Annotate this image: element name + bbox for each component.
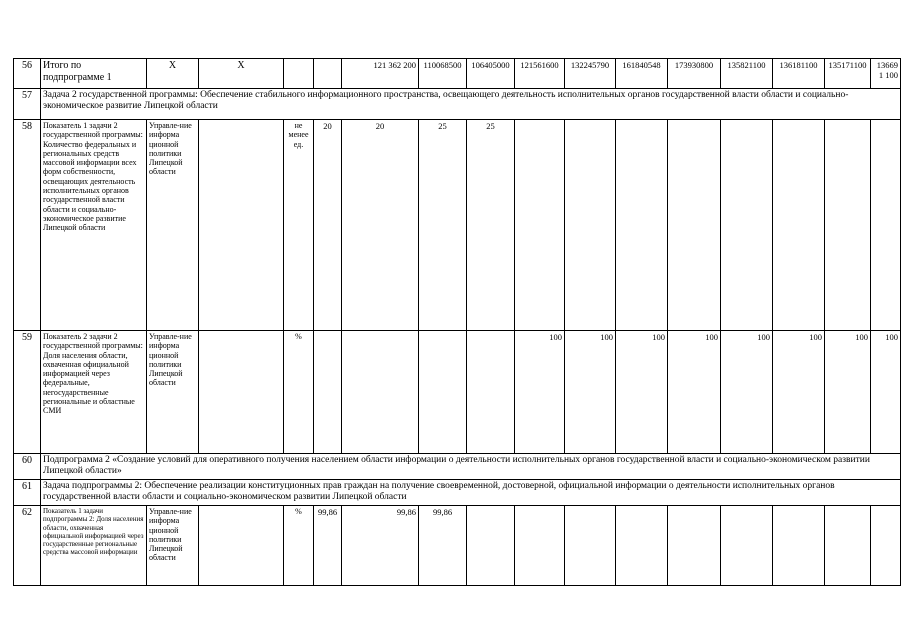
task-heading: Задача 2 государственной программы: Обеспечение стабильного информационного пространства, освещающего деятельность исполнительных органов государственной власти области и социально-экономическое развитие Липецкой области bbox=[41, 89, 901, 120]
table-row bbox=[14, 454, 901, 480]
row-number: 61 bbox=[14, 480, 41, 506]
table-row bbox=[14, 506, 901, 586]
empty-cell bbox=[515, 506, 565, 586]
value-cell: 161840548 bbox=[616, 59, 668, 89]
empty-cell bbox=[565, 120, 616, 331]
empty-cell bbox=[773, 120, 825, 331]
value-cell: 100 bbox=[668, 331, 721, 454]
row-number: 60 bbox=[14, 454, 41, 480]
value-cell: 99,86 bbox=[342, 506, 419, 586]
value-cell: 106405000 bbox=[467, 59, 515, 89]
empty-cell bbox=[284, 59, 314, 89]
row-number: 58 bbox=[14, 120, 41, 331]
subprogram-heading: Подпрограмма 2 «Создание условий для оперативного получения населением области информации о деятельности исполнительных органов государственной власти и социально-экономическом развитии Липецкой области» bbox=[41, 454, 901, 480]
value-cell: 99,86 bbox=[419, 506, 467, 586]
unit-cell: % bbox=[284, 331, 314, 454]
row-name: Итого по подпрограмме 1 bbox=[41, 59, 147, 89]
indicator-table bbox=[13, 58, 901, 586]
empty-cell bbox=[616, 506, 668, 586]
value-cell: 121 362 200 bbox=[342, 59, 419, 89]
empty-cell bbox=[668, 506, 721, 586]
value-cell: 173930800 bbox=[668, 59, 721, 89]
unit-cell: % bbox=[284, 506, 314, 586]
responsible-org: Управле-ние информа ционной политики Липецкой области bbox=[147, 331, 199, 454]
row-number: 62 bbox=[14, 506, 41, 586]
value-cell: 100 bbox=[515, 331, 565, 454]
responsible-org: Управле-ние информа ционной политики Липецкой области bbox=[147, 120, 199, 331]
responsible-org: Управле-ние информа ционной политики Липецкой области bbox=[147, 506, 199, 586]
row-number: 57 bbox=[14, 89, 41, 120]
empty-cell bbox=[668, 120, 721, 331]
empty-cell bbox=[199, 331, 284, 454]
cell-x: Х bbox=[147, 59, 199, 89]
empty-cell bbox=[825, 120, 871, 331]
table-row bbox=[14, 59, 901, 89]
empty-cell bbox=[314, 331, 342, 454]
value-cell: 99,86 bbox=[314, 506, 342, 586]
value-cell: 132245790 bbox=[565, 59, 616, 89]
document-sheet bbox=[13, 58, 901, 586]
empty-cell bbox=[467, 506, 515, 586]
row-number: 56 bbox=[14, 59, 41, 89]
value-cell: 100 bbox=[721, 331, 773, 454]
table-row bbox=[14, 331, 901, 454]
empty-cell bbox=[199, 506, 284, 586]
value-cell: 121561600 bbox=[515, 59, 565, 89]
value-cell: 135821100 bbox=[721, 59, 773, 89]
cell-x: Х bbox=[199, 59, 284, 89]
indicator-name: Показатель 1 задачи подпрограммы 2: Доля населения области, охваченная официальной информацией через государственные региональные средства массовой информации bbox=[41, 506, 147, 586]
value-cell: 135171100 bbox=[825, 59, 871, 89]
empty-cell bbox=[467, 331, 515, 454]
table-row bbox=[14, 120, 901, 331]
indicator-name: Показатель 2 задачи 2 государственной программы: Доля населения области, охваченная официальной информацией через федеральные, негосударственные региональные и областные СМИ bbox=[41, 331, 147, 454]
empty-cell bbox=[721, 506, 773, 586]
indicator-name: Показатель 1 задачи 2 государственной программы: Количество федеральных и региональных средств массовой информации всех форм собственности, освещающих деятельность исполнительных органов государственной власти области и социально-экономическое развитие Липецкой области bbox=[41, 120, 147, 331]
empty-cell bbox=[871, 120, 901, 331]
empty-cell bbox=[419, 331, 467, 454]
table-row bbox=[14, 480, 901, 506]
empty-cell bbox=[773, 506, 825, 586]
value-cell: 25 bbox=[419, 120, 467, 331]
empty-cell bbox=[515, 120, 565, 331]
empty-cell bbox=[314, 59, 342, 89]
value-cell: 20 bbox=[314, 120, 342, 331]
value-cell: 136691 100 bbox=[871, 59, 901, 89]
value-cell: 25 bbox=[467, 120, 515, 331]
value-cell: 110068500 bbox=[419, 59, 467, 89]
value-cell: 100 bbox=[871, 331, 901, 454]
value-cell: 100 bbox=[825, 331, 871, 454]
value-cell: 136181100 bbox=[773, 59, 825, 89]
table-row bbox=[14, 89, 901, 120]
empty-cell bbox=[616, 120, 668, 331]
empty-cell bbox=[199, 120, 284, 331]
empty-cell bbox=[871, 506, 901, 586]
empty-cell bbox=[565, 506, 616, 586]
value-cell: 20 bbox=[342, 120, 419, 331]
value-cell: 100 bbox=[616, 331, 668, 454]
unit-cell: не менее ед. bbox=[284, 120, 314, 331]
empty-cell bbox=[721, 120, 773, 331]
empty-cell bbox=[825, 506, 871, 586]
value-cell: 100 bbox=[565, 331, 616, 454]
task-heading: Задача подпрограммы 2: Обеспечение реализации конституционных прав граждан на получение своевременной, достоверной, официальной информации о деятельности исполнительных органов государственной власти области и социально-экономическом развитии Липецкой области bbox=[41, 480, 901, 506]
row-number: 59 bbox=[14, 331, 41, 454]
value-cell: 100 bbox=[773, 331, 825, 454]
empty-cell bbox=[342, 331, 419, 454]
